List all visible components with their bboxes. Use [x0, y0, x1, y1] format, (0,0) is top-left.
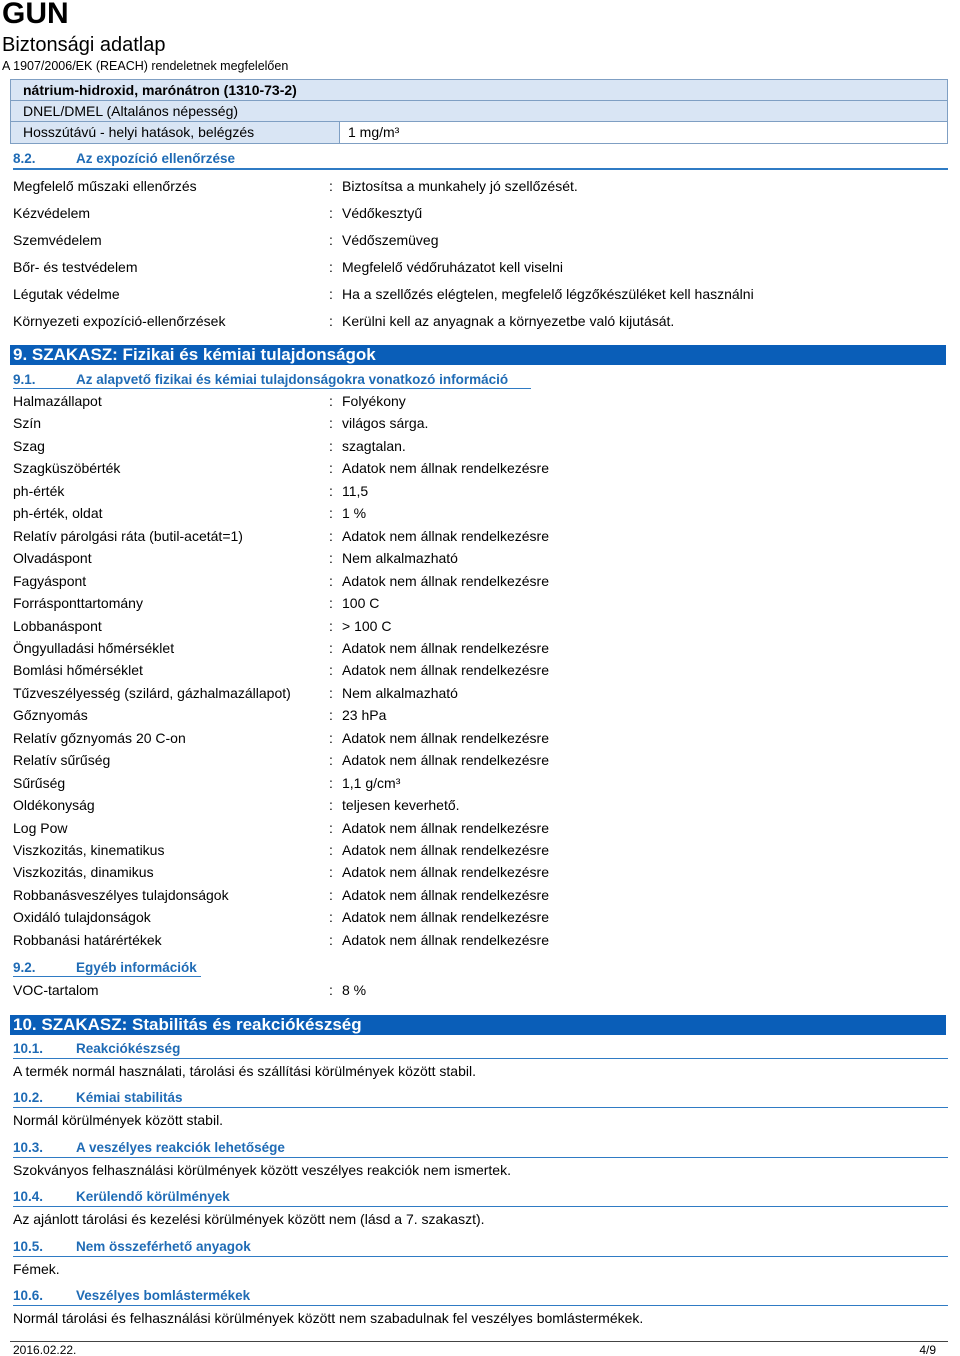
brand-name: GUN: [2, 0, 69, 30]
colon-separator: :: [329, 232, 333, 248]
dnel-exposure-label: Hosszútávú - helyi hatások, belégzés: [23, 124, 255, 140]
property-label: Kézvédelem: [13, 205, 91, 221]
subsection-rule: [13, 976, 201, 977]
subsection-heading: [13, 1140, 285, 1156]
colon-separator: :: [329, 886, 333, 903]
property-label: Log Pow: [13, 819, 68, 836]
colon-separator: :: [329, 617, 333, 634]
colon-separator: :: [329, 864, 333, 881]
subsection-rule: [13, 1206, 948, 1207]
colon-separator: :: [329, 550, 333, 567]
property-value: világos sárga.: [342, 415, 429, 432]
colon-separator: :: [329, 639, 333, 656]
subsection-number: 10.3.: [13, 1139, 44, 1155]
property-label: Oldékonyság: [13, 797, 95, 814]
subsection-title: Veszélyes bomlástermékek: [76, 1288, 251, 1303]
dnel-population-row: [11, 101, 947, 122]
property-value: teljesen keverhető.: [342, 797, 460, 814]
subsection-rule: [13, 1305, 948, 1306]
property-label: Olvadáspont: [13, 550, 92, 567]
property-value: 1,1 g/cm³: [342, 774, 401, 791]
document-subtitle: A 1907/2006/EK (REACH) rendeletnek megfelelően: [2, 59, 289, 73]
dnel-population: DNEL/DMEL (Altalános népesség): [23, 103, 239, 119]
subsection-number: 10.1.: [13, 1041, 44, 1056]
dnel-table: [10, 79, 948, 144]
subsection-rule: [13, 1107, 948, 1108]
subsection-number: 9.1.: [13, 372, 36, 387]
property-value: Védőszemüveg: [342, 232, 439, 248]
property-label: Szagküszöbérték: [13, 460, 121, 477]
property-label: Oxidáló tulajdonságok: [13, 909, 151, 926]
property-value: Nem alkalmazható: [342, 684, 458, 701]
property-value: Adatok nem állnak rendelkezésre: [342, 909, 550, 926]
property-value: Adatok nem állnak rendelkezésre: [342, 729, 550, 746]
property-value: Adatok nem állnak rendelkezésre: [342, 662, 550, 679]
subsection-number: 10.6.: [13, 1288, 44, 1303]
colon-separator: :: [329, 909, 333, 926]
colon-separator: :: [329, 982, 333, 998]
property-value: Adatok nem állnak rendelkezésre: [342, 527, 550, 544]
footer-rule: [10, 1341, 948, 1342]
property-label: Légutak védelme: [13, 286, 120, 302]
property-label: Viszkozitás, kinematikus: [13, 842, 165, 858]
colon-separator: :: [329, 286, 333, 302]
subsection-heading: [13, 1041, 180, 1057]
subsection-heading: [13, 1189, 230, 1205]
document-header: [2, 0, 288, 74]
colon-separator: :: [329, 684, 333, 701]
subsection-heading: [13, 1090, 183, 1106]
subsection-text: A termék normál használati, tárolási és szállítási körülmények között stabil.: [13, 1063, 476, 1079]
subsection-text: Szokványos felhasználási körülmények között veszélyes reakciók nem ismertek.: [13, 1161, 511, 1178]
subsection-title: Kémiai stabilitás: [76, 1090, 183, 1106]
dnel-substance-row: [11, 80, 947, 101]
property-value: 1 %: [342, 505, 367, 522]
colon-separator: :: [329, 460, 333, 477]
property-value: Adatok nem állnak rendelkezésre: [342, 886, 550, 903]
property-label: Halmazállapot: [13, 393, 102, 409]
property-value: Védőkesztyű: [342, 205, 423, 221]
section-10-banner: 10. SZAKASZ: Stabilitás és reakciókészség: [10, 1015, 946, 1035]
colon-separator: :: [329, 729, 333, 746]
property-label: Megfelelő műszaki ellenőrzés: [13, 178, 197, 194]
subsection-heading: [13, 1239, 251, 1255]
colon-separator: :: [329, 819, 333, 836]
property-label: Robbanási határértékek: [13, 931, 162, 948]
voc-value: 8 %: [342, 982, 367, 998]
subsection-title: Nem összeférhető anyagok: [76, 1238, 251, 1254]
property-value: Adatok nem állnak rendelkezésre: [342, 460, 550, 477]
property-label: Bőr- és testvédelem: [13, 259, 138, 275]
subsection-text: Normál körülmények között stabil.: [13, 1112, 224, 1129]
property-label: Forrásponttartomány: [13, 595, 143, 612]
property-label: Robbanásveszélyes tulajdonságok: [13, 886, 229, 903]
subsection-title: Az alapvető fizikai és kémiai tulajdonságokra vonatkozó információ: [76, 372, 509, 387]
subsection-title: Kerülendő körülmények: [76, 1189, 230, 1205]
property-label: Szín: [13, 415, 42, 432]
subsection-number: 10.4.: [13, 1189, 44, 1205]
property-value: Adatok nem állnak rendelkezésre: [342, 864, 550, 881]
property-value: > 100 C: [342, 617, 392, 634]
colon-separator: :: [329, 662, 333, 679]
property-value: szagtalan.: [342, 437, 406, 454]
property-label: Szemvédelem: [13, 232, 102, 248]
colon-separator: :: [329, 482, 333, 499]
property-label: Környezeti expozíció-ellenőrzések: [13, 313, 226, 329]
colon-separator: :: [329, 178, 333, 194]
property-value: Nem alkalmazható: [342, 550, 458, 567]
subsection-number: 8.2.: [13, 151, 36, 166]
colon-separator: :: [329, 842, 333, 858]
subsection-rule: [13, 168, 948, 170]
property-label: Gőznyomás: [13, 707, 88, 724]
property-label: Tűzveszélyesség (szilárd, gázhalmazállapot): [13, 684, 291, 701]
property-label: Bomlási hőmérséklet: [13, 662, 143, 679]
colon-separator: :: [329, 572, 333, 589]
section-9-banner: 9. SZAKASZ: Fizikai és kémiai tulajdonságok: [10, 345, 946, 365]
subsection-heading-9-2: [13, 960, 197, 976]
property-value: Folyékony: [342, 393, 406, 409]
property-value: Adatok nem állnak rendelkezésre: [342, 819, 550, 836]
colon-separator: :: [329, 205, 333, 221]
subsection-rule: [13, 1157, 948, 1158]
property-value: 23 hPa: [342, 707, 387, 724]
subsection-number: 9.2.: [13, 960, 36, 975]
colon-separator: :: [329, 437, 333, 454]
subsection-rule: [13, 1058, 948, 1059]
property-label: Fagyáspont: [13, 572, 87, 589]
subsection-title: Egyéb információk: [76, 960, 197, 975]
subsection-heading-8-2: [13, 151, 235, 167]
property-value: Biztosítsa a munkahely jó szellőzését.: [342, 178, 578, 194]
subsection-heading: [13, 1288, 250, 1304]
colon-separator: :: [329, 595, 333, 612]
subsection-text: Az ajánlott tárolási és kezelési körülmények között nem (lásd a 7. szakaszt).: [13, 1211, 485, 1228]
dnel-exposure-value: 1 mg/m³: [339, 122, 947, 143]
subsection-number: 10.5.: [13, 1238, 44, 1254]
property-label: Sűrűség: [13, 774, 66, 791]
subsection-text: Normál tárolási és felhasználási körülmények között nem szabadulnak fel veszélyes bomlástermékek.: [13, 1310, 644, 1326]
colon-separator: :: [329, 752, 333, 769]
property-label: Viszkozitás, dinamikus: [13, 864, 154, 881]
dnel-substance: nátrium-hidroxid, marónátron (1310-73-2): [23, 82, 297, 98]
property-value: Adatok nem állnak rendelkezésre: [342, 931, 550, 948]
colon-separator: :: [329, 527, 333, 544]
subsection-rule: [13, 1256, 948, 1257]
property-value: Adatok nem állnak rendelkezésre: [342, 842, 550, 858]
colon-separator: :: [329, 797, 333, 814]
property-value: Adatok nem állnak rendelkezésre: [342, 752, 550, 769]
subsection-title: Az expozíció ellenőrzése: [76, 151, 236, 166]
property-value: Megfelelő védőruházatot kell viselni: [342, 259, 564, 275]
subsection-heading-9-1: [13, 372, 508, 388]
document-title: Biztonsági adatlap: [2, 34, 166, 56]
colon-separator: :: [329, 259, 333, 275]
property-value: Adatok nem állnak rendelkezésre: [342, 572, 550, 589]
subsection-title: A veszélyes reakciók lehetősége: [76, 1139, 285, 1155]
colon-separator: :: [329, 415, 333, 432]
property-label: Relatív sűrűség: [13, 752, 111, 769]
property-label: Lobbanáspont: [13, 617, 102, 634]
colon-separator: :: [329, 931, 333, 948]
footer-page-number: 4/9: [919, 1343, 936, 1356]
property-label: Öngyulladási hőmérséklet: [13, 639, 175, 656]
property-value: 100 C: [342, 595, 380, 612]
colon-separator: :: [329, 707, 333, 724]
subsection-number: 10.2.: [13, 1090, 44, 1106]
property-label: ph-érték: [13, 482, 65, 499]
property-label: Relatív gőznyomás 20 C-on: [13, 729, 186, 746]
dnel-exposure-row: [11, 122, 947, 143]
colon-separator: :: [329, 313, 333, 329]
subsection-rule: [13, 388, 531, 389]
footer-date: 2016.02.22.: [13, 1343, 77, 1356]
property-value: 11,5: [342, 482, 369, 499]
colon-separator: :: [329, 505, 333, 522]
property-value: Adatok nem állnak rendelkezésre: [342, 639, 550, 656]
colon-separator: :: [329, 393, 333, 409]
property-label: Szag: [13, 437, 45, 454]
colon-separator: :: [329, 774, 333, 791]
property-value: Ha a szellőzés elégtelen, megfelelő légzőkészüléket kell használni: [342, 286, 754, 302]
property-value: Kerülni kell az anyagnak a környezetbe való kijutását.: [342, 313, 675, 329]
property-label: ph-érték, oldat: [13, 505, 103, 522]
subsection-title: Reakciókészség: [76, 1041, 181, 1056]
property-label: Relatív párolgási ráta (butil-acetát=1): [13, 527, 243, 544]
voc-label: VOC-tartalom: [13, 982, 99, 998]
subsection-text: Fémek.: [13, 1260, 60, 1277]
